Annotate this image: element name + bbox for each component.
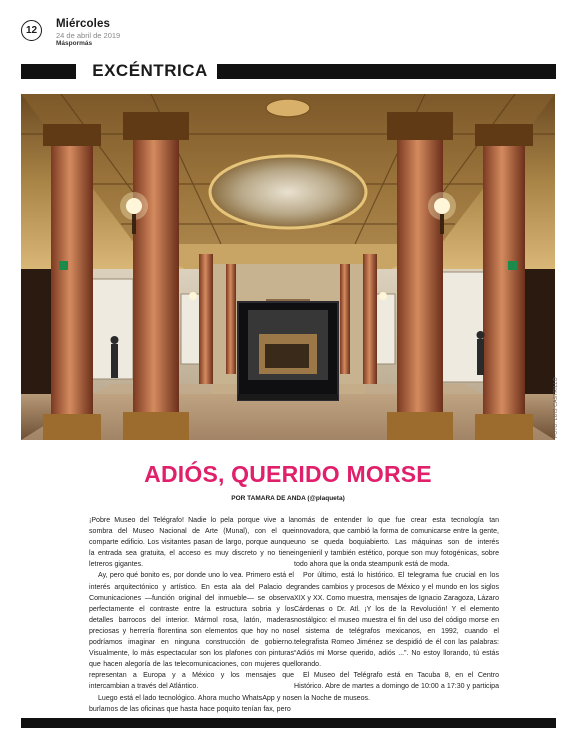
- paragraph: Luego está el lado tecnológico. Ahora mucho WhatsApp y nos burlamos de las oficinas que hasta hace poquito tenían fax, pero: [89, 694, 294, 713]
- paragraph: nomás de entender lo que fue crear esta tecnología tan innovadora, que cambió la forma de comunicarse entre la gente, uno se queda boquiabierto. Las máquinas son de interés ingenieril y también estético, porque son muy fotogénicas, sobre todo ahora que la onda steampunk está de moda.: [294, 517, 499, 569]
- issue-day: Miércoles: [56, 18, 110, 30]
- paragraph: El Museo del Telégrafo está en Tacuba 8, en el Centro Histórico. Abre de martes a domingo de 10:00 a 17:30 y participa en la Noche de museos.: [294, 672, 499, 702]
- article-column-right: [294, 515, 499, 704]
- museum-hall-photo: [21, 94, 555, 440]
- photo-credit: FOTO: LUIS CASTRILLO: [553, 377, 559, 438]
- section-bar-left: [21, 64, 76, 79]
- article-headline: ADIÓS, QUERIDO MORSE: [144, 461, 432, 487]
- paragraph: Por último, está lo histórico. El telegrama fue crucial en los grandes cambios y procesos de México y el mundo en los siglos XIX y XX. Como muestra, mensajes de Ignacio Zaragoza, Lázaro Cárdenas o Dr. Atl. ¡Y los de la Revolución! Y el elemento nostálgico: el museo muestra el fin del uso del código morse en el sistema de telégrafos mexicanos, en 1992, cuando el telegrafista Romeo Jiménez se despidió de él con las palabras: “Adiós mi Morse querido, adiós ...”. No estoy llorando, tú estás llorando.: [294, 572, 499, 669]
- section-title: EXCÉNTRICA: [92, 61, 208, 80]
- page-number: 12: [21, 20, 42, 41]
- issue-date: 24 de abril de 2019: [56, 31, 121, 40]
- article-column-left: [89, 515, 294, 715]
- brand-name: Máspormás: [56, 40, 93, 47]
- section-bar-right: [217, 64, 556, 79]
- paragraph: ¡Pobre Museo del Telégrafo! Nadie lo pela porque vive a la sombra del Museo Nacional de Arte (Munal), con el que comparte edificio. Los visitantes pasan de largo, porque aunque la entrada sea gratuita, el acceso es muy discreto y no tiene letreros gigantes.: [89, 517, 294, 569]
- footer-bar: [21, 718, 556, 728]
- paragraph: Ay, pero qué bonito es, por donde uno lo vea. Primero está el interés arquitectónico y artístico. En esta ala del Palacio de Comunicaciones —función original del inmueble— se observa perfectamente el contraste entre la estructura sobria y los detalles barrocos del interior. Mármol rosa, latón, maderas preciosas y herrería florentina son elementos que hoy no nos podríamos imaginar en ninguna construcción de gobierno. Visualmente, lo más espectacular son los plafones con pinturas que hacen alegoría de las telecomunicaciones, con mujeres que representan a Europa y a México y los mensajes que intercambian a través del Atlántico.: [89, 572, 294, 691]
- article-byline: POR TAMARA DE ANDA (@plaqueta): [231, 495, 345, 502]
